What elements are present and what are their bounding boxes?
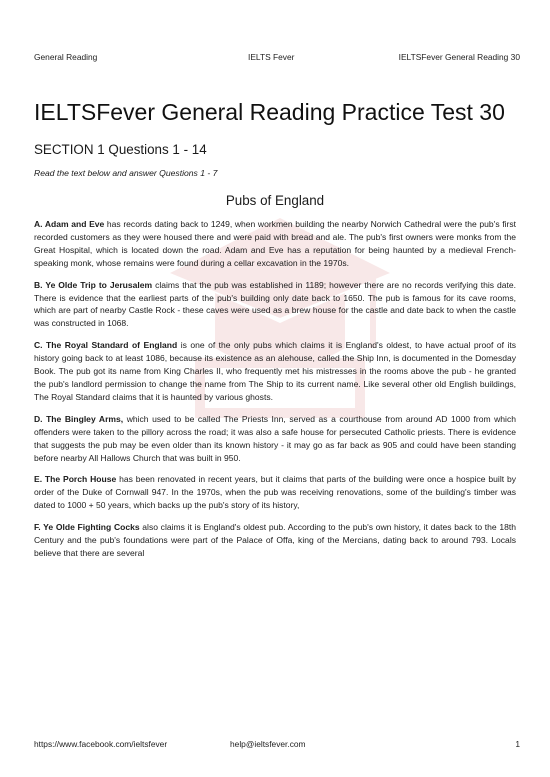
paragraph-lead: E. The Porch House (34, 474, 117, 485)
paragraph-lead: C. The Royal Standard of England (34, 340, 178, 351)
paragraph-text: claims that the pub was established in 1189; however there are no records verifying this date. There is evidence that the earliest parts of the pub's building only date back to 1650. The pub is famous for its cave rooms, which are part of nearby Castle Rock - these caves were used as a brew house for the castle and date back to when the castle was constructed in 1068. (34, 279, 516, 329)
paragraph-lead: A. Adam and Eve (34, 219, 105, 229)
footer-email-link[interactable]: help@ieltsfever.com (230, 739, 306, 749)
page-footer (34, 739, 520, 749)
paragraph-text: also claims it is England's oldest pub. According to the pub's own history, it dates back to the 18th Century and the pub's foundations were part of the Palace of Offa, king of the Mercians, dating back to around 793. Locals believe that there are several (34, 522, 517, 558)
paragraph-a (34, 218, 516, 270)
header-left: General Reading (34, 52, 98, 62)
paragraph-e (34, 473, 516, 512)
header-right: IELTSFever General Reading 30 (398, 52, 520, 62)
passage-title: Pubs of England (225, 193, 325, 208)
paragraph-b (34, 279, 516, 331)
page-number: 1 (515, 739, 520, 749)
paragraph-text: has records dating back to 1249, when workmen building the nearby Norwich Cathedral were the pub's first recorded customers as they were housed there and were paid with bread and ale. The pub's first owners were monks from the Great Hospital, which is located down the road. Adam and Eve has a reputation for being haunted by a medieval French-speaking monk, whose remains were found during a cellar excavation in the 1970s. (34, 219, 516, 268)
paragraph-lead: B. Ye Olde Trip to Jerusalem (34, 279, 153, 290)
paragraph-d (34, 413, 516, 465)
paragraph-text: which used to be called The Priests Inn, served as a courthouse from around AD 1000 from which offenders were taken to the pillory across the road; it was also a safe house for persecuted Catholic priests. There is evidence that suggests the pub may be even older than its known history - it may go as far back as 905 and could have been standing before nearby All Hallows Church that was built in 950. (34, 413, 516, 463)
paragraph-c (34, 339, 516, 404)
instruction-text: Read the text below and answer Questions 1 - 7 (34, 168, 218, 178)
paragraph-text: has been renovated in recent years, but it claims that parts of the building were once a hospice built by order of the Duke of Cornwall 947. In the 1970s, when the pub was receiving renovations, some of the building's timber was dated to 1000 + 50 years, which backs up the pub's story of its history, (34, 474, 516, 511)
paragraph-text: is one of the only pubs which claims it is England's oldest, to have actual proof of its history going back to at least 1086, because its existence as an alehouse, called the Ship Inn, is documented in the Domesday Book. The pub got its name from King Charles II, who frequently met his mistresses in the rooms above the pub - he granted the pub's landlord permission to change the name from The Ship to its current name. Like several other old English buildings, The Royal Standard claims that it is haunted by various ghosts. (34, 340, 516, 402)
paragraph-lead: F. Ye Olde Fighting Cocks (34, 522, 140, 533)
paragraph-f (34, 521, 516, 560)
paragraph-lead: D. The Bingley Arms, (34, 413, 124, 424)
main-content (34, 98, 516, 560)
section-heading: SECTION 1 Questions 1 - 14 (34, 142, 207, 157)
footer-facebook-link[interactable]: https://www.facebook.com/ieltsfever (34, 739, 168, 749)
page-title: IELTSFever General Reading Practice Test 30 (34, 99, 505, 125)
header-center: IELTS Fever (248, 52, 295, 62)
page-header (34, 52, 520, 62)
